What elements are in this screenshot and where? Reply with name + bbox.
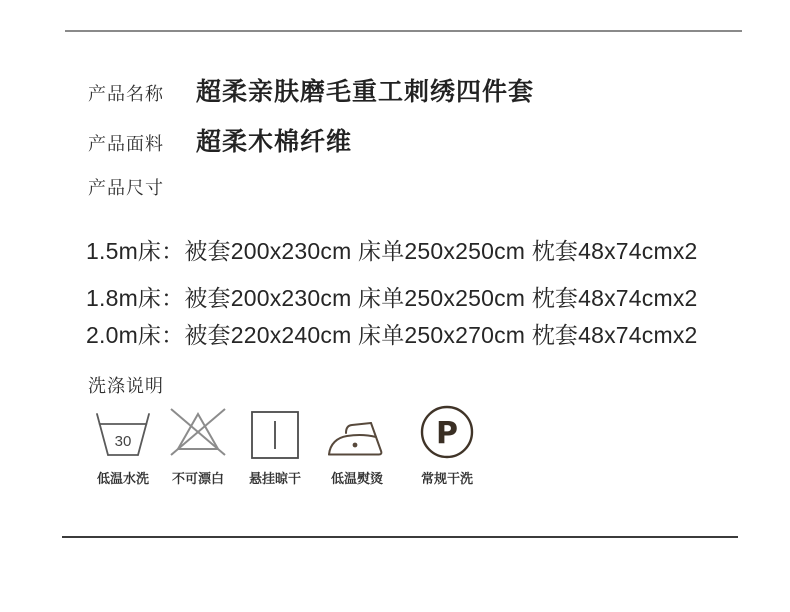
hang-dry-icon <box>243 400 307 460</box>
product-name-row <box>88 72 534 108</box>
washing-section-label: 洗涤说明 <box>88 376 164 396</box>
size-line-2-0m: 2.0m床：被套220x240cm 床单250x270cm 枕套48x74cmx2 <box>86 322 698 348</box>
washing-icons-row <box>88 400 482 487</box>
no-bleach-icon <box>166 400 230 460</box>
care-item-low-temp-iron <box>322 400 392 487</box>
iron-low-temp-icon <box>324 400 390 460</box>
wash-tub-30-icon <box>91 400 155 460</box>
size-line-1-5m: 1.5m床：被套200x230cm 床单250x250cm 枕套48x74cmx2 <box>86 238 698 264</box>
care-label-low-temp-iron: 低温熨烫 <box>330 471 383 486</box>
product-name-label: 产品名称 <box>88 84 164 104</box>
svg-text:30: 30 <box>114 433 132 450</box>
svg-text:P: P <box>436 416 458 451</box>
product-fabric-label: 产品面料 <box>88 134 164 154</box>
care-item-hang-dry <box>240 400 310 487</box>
bottom-divider <box>62 536 738 538</box>
product-fabric-value: 超柔木棉纤维 <box>196 128 353 156</box>
care-item-low-temp-wash <box>88 400 158 487</box>
dry-clean-p-icon <box>418 400 476 460</box>
product-size-label: 产品尺寸 <box>88 178 164 198</box>
size-line-1-8m: 1.8m床：被套200x230cm 床单250x250cm 枕套48x74cmx2 <box>86 285 698 311</box>
care-item-no-bleach <box>163 400 233 487</box>
product-fabric-row <box>88 122 352 158</box>
care-item-dry-clean <box>412 400 482 487</box>
product-name-value: 超柔亲肤磨毛重工刺绣四件套 <box>196 78 535 106</box>
care-label-dry-clean: 常规干洗 <box>420 471 473 486</box>
care-label-no-bleach: 不可漂白 <box>171 471 224 486</box>
care-label-hang-dry: 悬挂晾干 <box>248 471 301 486</box>
top-divider <box>65 30 742 32</box>
care-label-low-temp-wash: 低温水洗 <box>96 471 149 486</box>
